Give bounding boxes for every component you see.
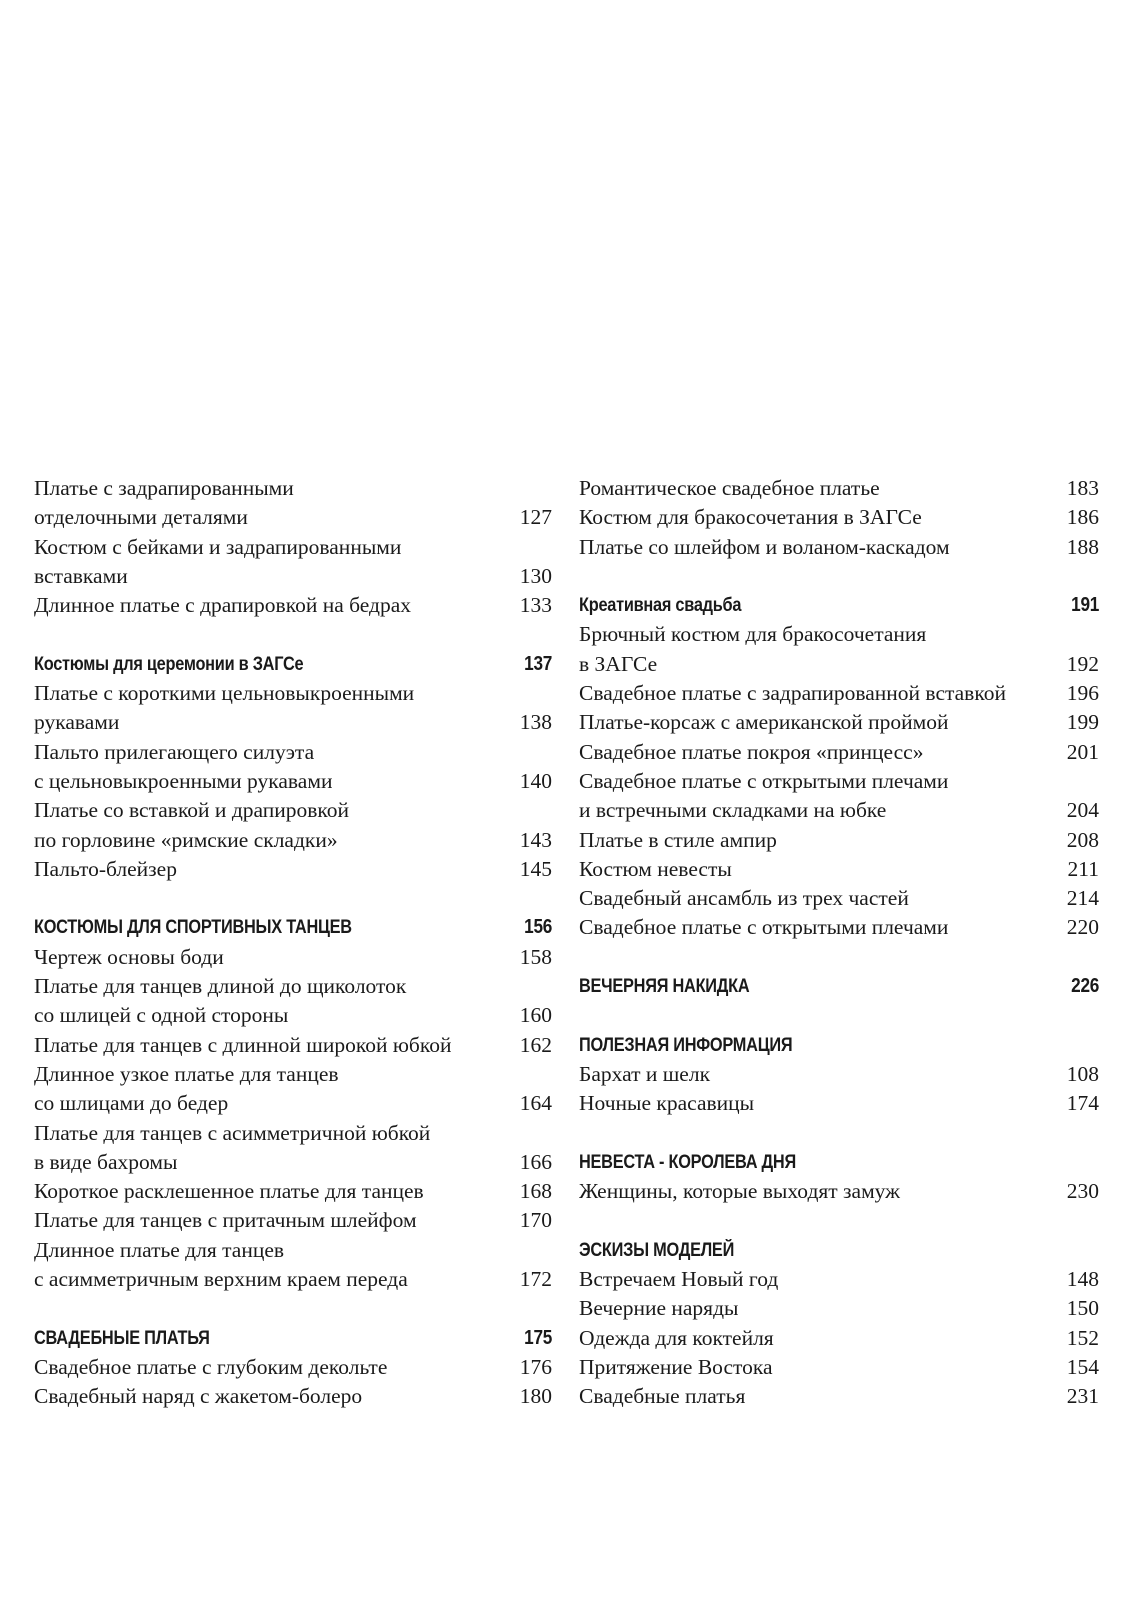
section-title: КОСТЮМЫ ДЛЯ СПОРТИВНЫХ ТАНЦЕВ xyxy=(34,917,352,939)
entry-title: Женщины, которые выходят замуж xyxy=(579,1179,900,1204)
section-title: Креативная свадьба xyxy=(579,595,742,617)
entry-page-number: 148 xyxy=(1066,1267,1099,1292)
section-title: СВАДЕБНЫЕ ПЛАТЬЯ xyxy=(34,1327,210,1349)
toc-entry-line xyxy=(579,1177,1099,1206)
toc-entry[interactable] xyxy=(579,533,1099,562)
section-page-number: 175 xyxy=(524,1326,553,1349)
section-spacer xyxy=(579,1206,1099,1235)
entry-title: Платье для танцев с длинной широкой юбкой xyxy=(34,1032,452,1057)
section-title: НЕВЕСТА - КОРОЛЕВА ДНЯ xyxy=(579,1151,796,1173)
entry-page-number: 230 xyxy=(1066,1179,1099,1204)
entry-page-number: 199 xyxy=(1066,710,1099,735)
toc-entry-line xyxy=(34,474,552,503)
toc-entry-line xyxy=(34,562,552,591)
entry-title: Встречаем Новый год xyxy=(579,1267,779,1292)
entry-page-number: 170 xyxy=(519,1208,552,1233)
toc-entry-line xyxy=(579,1294,1099,1323)
entry-page-number: 166 xyxy=(519,1149,552,1174)
entry-title: в ЗАГСе xyxy=(579,651,658,676)
entry-title: Костюм с бейками и задрапированными xyxy=(34,534,402,559)
entry-title: Свадебное платье с открытыми плечами xyxy=(579,768,949,793)
entry-title: со шлицей с одной стороны xyxy=(34,1003,289,1028)
entry-page-number: 108 xyxy=(1066,1061,1099,1086)
toc-entry[interactable] xyxy=(579,1382,1099,1411)
toc-entry-line xyxy=(34,738,552,767)
toc-entry-line xyxy=(579,1265,1099,1294)
entry-page-number: 174 xyxy=(1066,1091,1099,1116)
entry-title: Бархат и шелк xyxy=(579,1061,711,1086)
toc-entry-line xyxy=(34,708,552,737)
section-spacer xyxy=(579,943,1099,972)
toc-entry[interactable] xyxy=(579,708,1099,737)
entry-title: Платье со вставкой и драпировкой xyxy=(34,798,350,823)
entry-page-number: 183 xyxy=(1066,476,1099,500)
toc-entry-line xyxy=(579,1060,1099,1089)
toc-entry[interactable] xyxy=(34,1382,552,1411)
section-heading[interactable] xyxy=(34,1324,552,1353)
toc-entry[interactable] xyxy=(579,884,1099,913)
entry-title: Платье для танцев с асимметричной юбкой xyxy=(34,1120,431,1145)
toc-entry[interactable] xyxy=(579,620,1099,679)
toc-entry[interactable] xyxy=(34,1031,552,1060)
section-spacer xyxy=(34,620,552,649)
entry-title: Романтическое свадебное платье xyxy=(579,476,880,500)
toc-entry-line xyxy=(34,826,552,855)
entry-title: Пальто-блейзер xyxy=(34,856,177,881)
toc-entry-line xyxy=(34,1031,552,1060)
entry-title: Платье для танцев с притачным шлейфом xyxy=(34,1208,417,1233)
toc-entry[interactable] xyxy=(34,1119,552,1178)
toc-entry-line xyxy=(579,679,1099,708)
section-title: ВЕЧЕРНЯЯ НАКИДКА xyxy=(579,976,750,998)
toc-entry[interactable] xyxy=(34,679,552,738)
toc-entry[interactable] xyxy=(34,1353,552,1382)
entry-title: Свадебное платье с задрапированной вставкой xyxy=(579,681,1006,706)
toc-entry[interactable] xyxy=(579,1089,1099,1118)
section-spacer xyxy=(579,1001,1099,1030)
toc-entry[interactable] xyxy=(579,913,1099,942)
toc-entry-line xyxy=(579,620,1099,649)
entry-title: и встречными складками на юбке xyxy=(579,798,887,823)
entry-page-number: 208 xyxy=(1066,827,1099,852)
entry-title: Длинное платье для танцев xyxy=(34,1237,285,1262)
toc-entry-line xyxy=(579,826,1099,855)
toc-entry-line xyxy=(34,1148,552,1177)
entry-title: Длинное узкое платье для танцев xyxy=(34,1061,339,1086)
entry-title: вставками xyxy=(34,563,128,588)
section-heading[interactable] xyxy=(34,913,552,942)
section-page-number: 137 xyxy=(524,652,553,675)
entry-title: Свадебное платье с глубоким декольте xyxy=(34,1354,388,1379)
entry-page-number: 152 xyxy=(1066,1325,1099,1350)
toc-entry[interactable] xyxy=(579,855,1099,884)
section-heading[interactable] xyxy=(579,1148,1099,1177)
toc-entry-line xyxy=(579,1324,1099,1353)
toc-entry-line xyxy=(34,796,552,825)
toc-entry-line xyxy=(34,1177,552,1206)
entry-page-number: 130 xyxy=(519,563,552,588)
section-page-number: 226 xyxy=(1071,975,1100,998)
entry-page-number: 145 xyxy=(519,856,552,881)
entry-title: Платье-корсаж с американской проймой xyxy=(579,710,949,735)
entry-title: Платье с короткими цельновыкроенными xyxy=(34,681,415,706)
section-spacer xyxy=(34,884,552,913)
toc-entry-line xyxy=(579,708,1099,737)
entry-page-number: 231 xyxy=(1066,1384,1099,1409)
toc-entry-line xyxy=(34,972,552,1001)
entry-title: с асимметричным верхним краем переда xyxy=(34,1267,408,1292)
section-title: ЭСКИЗЫ МОДЕЛЕЙ xyxy=(579,1239,735,1261)
entry-page-number: 188 xyxy=(1066,534,1099,559)
toc-entry-line xyxy=(34,591,552,620)
entry-page-number: 158 xyxy=(519,944,552,969)
toc-entry-line xyxy=(34,503,552,532)
entry-page-number: 180 xyxy=(519,1384,552,1409)
entry-title: Одежда для коктейля xyxy=(579,1325,774,1350)
entry-page-number: 211 xyxy=(1067,856,1099,881)
toc-entry[interactable] xyxy=(579,679,1099,708)
entry-page-number: 172 xyxy=(519,1267,552,1292)
toc-entry-line xyxy=(34,1382,552,1411)
toc-entry[interactable] xyxy=(34,1177,552,1206)
entry-page-number: 192 xyxy=(1066,651,1099,676)
entry-page-number: 143 xyxy=(519,827,552,852)
toc-entry-line xyxy=(34,855,552,884)
entry-title: со шлицами до бедер xyxy=(34,1091,229,1116)
toc-right-column xyxy=(579,474,1099,1412)
entry-page-number: 201 xyxy=(1066,739,1099,764)
entry-title: Вечерние наряды xyxy=(579,1296,739,1321)
toc-entry-line xyxy=(579,884,1099,913)
entry-page-number: 176 xyxy=(519,1354,552,1379)
toc-entry-line xyxy=(579,474,1099,503)
section-title: Костюмы для церемонии в ЗАГСе xyxy=(34,653,304,675)
section-page-number: 191 xyxy=(1071,594,1100,617)
entry-title: Ночные красавицы xyxy=(579,1091,755,1116)
section-spacer xyxy=(34,1294,552,1323)
section-heading[interactable] xyxy=(579,591,1099,620)
toc-entry-line xyxy=(579,650,1099,679)
section-title: ПОЛЕЗНАЯ ИНФОРМАЦИЯ xyxy=(579,1034,793,1056)
entry-title: Чертеж основы боди xyxy=(34,944,224,969)
toc-entry-line xyxy=(579,1353,1099,1382)
toc-entry-line xyxy=(34,1089,552,1118)
entry-title: рукавами xyxy=(34,710,120,735)
entry-title: Длинное платье с драпировкой на бедрах xyxy=(34,593,412,618)
toc-entry-line xyxy=(579,503,1099,532)
entry-title: Костюм невесты xyxy=(579,856,732,881)
toc-entry[interactable] xyxy=(579,767,1099,826)
toc-entry[interactable] xyxy=(34,796,552,855)
entry-title: в виде бахромы xyxy=(34,1149,178,1174)
entry-title: Притяжение Востока xyxy=(579,1354,773,1379)
entry-title: Свадебное платье покроя «принцесс» xyxy=(579,739,924,764)
entry-title: Пальто прилегающего силуэта xyxy=(34,739,315,764)
toc-entry-line xyxy=(34,679,552,708)
toc-entry-line xyxy=(34,943,552,972)
entry-page-number: 186 xyxy=(1066,505,1099,530)
entry-title: Короткое расклешенное платье для танцев xyxy=(34,1179,424,1204)
section-heading[interactable] xyxy=(579,972,1099,1001)
entry-title: Платье для танцев длиной до щиколоток xyxy=(34,974,407,999)
toc-entry-line xyxy=(34,1236,552,1265)
section-heading[interactable] xyxy=(579,1236,1099,1265)
toc-entry[interactable] xyxy=(579,1060,1099,1089)
entry-page-number: 160 xyxy=(519,1003,552,1028)
entry-title: Свадебные платья xyxy=(579,1384,746,1409)
toc-entry[interactable] xyxy=(579,738,1099,767)
toc-entry[interactable] xyxy=(34,738,552,797)
toc-entry[interactable] xyxy=(579,474,1099,503)
entry-page-number: 168 xyxy=(519,1179,552,1204)
entry-title: Костюм для бракосочетания в ЗАГСе xyxy=(579,505,922,530)
entry-page-number: 162 xyxy=(519,1032,552,1057)
toc-entry-line xyxy=(34,533,552,562)
entry-page-number: 154 xyxy=(1066,1354,1099,1379)
entry-page-number: 133 xyxy=(519,593,552,618)
entry-page-number: 164 xyxy=(519,1091,552,1116)
entry-title: Свадебное платье с открытыми плечами xyxy=(579,915,949,940)
toc-entry-line xyxy=(579,767,1099,796)
toc-entry[interactable] xyxy=(34,474,552,533)
toc-entry[interactable] xyxy=(579,1265,1099,1294)
toc-entry[interactable] xyxy=(34,591,552,620)
section-heading[interactable] xyxy=(579,1031,1099,1060)
entry-title: Свадебный наряд с жакетом-болеро xyxy=(34,1384,363,1409)
section-heading[interactable] xyxy=(34,650,552,679)
entry-page-number: 127 xyxy=(519,505,552,530)
toc-entry-line xyxy=(34,1353,552,1382)
toc-entry[interactable] xyxy=(34,855,552,884)
entry-title: по горловине «римские складки» xyxy=(34,827,338,852)
section-page-number: 156 xyxy=(524,916,553,939)
toc-entry-line xyxy=(34,1206,552,1235)
toc-entry-line xyxy=(579,855,1099,884)
entry-title: Платье с задрапированными xyxy=(34,476,294,500)
toc-entry[interactable] xyxy=(579,503,1099,532)
toc-entry-line xyxy=(579,1382,1099,1411)
toc-entry-line xyxy=(34,1060,552,1089)
toc-entry-line xyxy=(579,533,1099,562)
toc-entry-line xyxy=(34,1001,552,1030)
toc-entry[interactable] xyxy=(579,1177,1099,1206)
section-spacer xyxy=(579,562,1099,591)
toc-entry[interactable] xyxy=(579,826,1099,855)
entry-title: Свадебный ансамбль из трех частей xyxy=(579,886,909,911)
entry-title: отделочными деталями xyxy=(34,505,248,530)
entry-title: Платье в стиле ампир xyxy=(579,827,777,852)
toc-entry[interactable] xyxy=(34,1236,552,1295)
toc-entry-line xyxy=(34,1265,552,1294)
toc-entry[interactable] xyxy=(34,1206,552,1235)
entry-page-number: 138 xyxy=(519,710,552,735)
entry-page-number: 196 xyxy=(1066,681,1099,706)
toc-entry-line xyxy=(579,913,1099,942)
toc-entry[interactable] xyxy=(34,943,552,972)
toc-entry-line xyxy=(579,1089,1099,1118)
toc-entry-line xyxy=(34,1119,552,1148)
entry-title: Брючный костюм для бракосочетания xyxy=(579,622,927,647)
entry-title: с цельновыкроенными рукавами xyxy=(34,768,333,793)
toc-entry[interactable] xyxy=(34,533,552,592)
toc-entry-line xyxy=(34,767,552,796)
toc-entry-line xyxy=(579,796,1099,825)
toc-entry[interactable] xyxy=(579,1353,1099,1382)
entry-page-number: 214 xyxy=(1066,886,1099,911)
entry-title: Платье со шлейфом и воланом-каскадом xyxy=(579,534,950,559)
entry-page-number: 140 xyxy=(519,768,552,793)
entry-page-number: 204 xyxy=(1066,798,1099,823)
toc-entry[interactable] xyxy=(34,972,552,1031)
toc-entry[interactable] xyxy=(579,1294,1099,1323)
toc-entry[interactable] xyxy=(34,1060,552,1119)
entry-page-number: 150 xyxy=(1066,1296,1099,1321)
toc-left-column xyxy=(34,474,552,1412)
toc-entry[interactable] xyxy=(579,1324,1099,1353)
entry-page-number: 220 xyxy=(1066,915,1099,940)
section-spacer xyxy=(579,1119,1099,1148)
toc-entry-line xyxy=(579,738,1099,767)
